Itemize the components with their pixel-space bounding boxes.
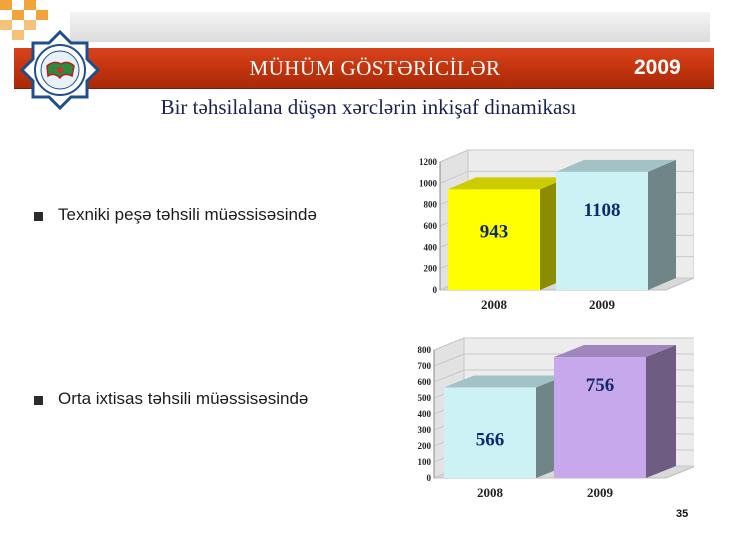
- data-label: 1108: [583, 199, 621, 221]
- data-label: 566: [475, 429, 505, 451]
- y-tick-label: 800: [417, 345, 431, 355]
- y-tick-label: 700: [417, 361, 431, 371]
- bar-side: [648, 160, 676, 290]
- chart-orta-ixtisas: [404, 328, 694, 508]
- y-tick-label: 400: [417, 409, 431, 419]
- y-tick-label: 1000: [419, 178, 437, 189]
- bullet-label-2: Orta ixtisas təhsili müəssisəsində: [58, 389, 309, 408]
- slide-subtitle: Bir təhsilalana düşən xərclərin inkişaf dinamikası: [160, 95, 577, 119]
- bar-side: [646, 345, 676, 478]
- bullet-label-1: Texniki peşə təhsili müəssisəsində: [58, 205, 317, 224]
- y-tick-label: 200: [417, 441, 431, 451]
- bar: [556, 172, 648, 290]
- bullet-marker: [34, 212, 43, 221]
- y-tick-label: 300: [417, 425, 431, 435]
- y-tick-label: 100: [417, 457, 431, 467]
- page-number: 35: [676, 508, 689, 520]
- y-tick-label: 400: [423, 242, 437, 253]
- x-tick-label: 2008: [477, 485, 503, 500]
- x-tick-label: 2009: [589, 297, 615, 312]
- y-tick-label: 0: [432, 285, 437, 295]
- data-label: 756: [585, 375, 615, 397]
- y-tick-label: 600: [417, 377, 431, 387]
- y-tick-label: 600: [423, 221, 437, 231]
- data-label: 943: [479, 221, 509, 243]
- y-tick-label: 200: [423, 263, 437, 274]
- y-tick-label: 0: [426, 473, 431, 483]
- y-tick-label: 1200: [419, 157, 437, 167]
- header-year: 2009: [634, 56, 681, 79]
- header-title: MÜHÜM GÖSTƏRİCİLƏR: [249, 56, 501, 80]
- x-tick-label: 2008: [481, 297, 507, 312]
- header-top-strip: [70, 12, 710, 42]
- chart-texniki-pese: [404, 140, 694, 320]
- y-tick-label: 500: [417, 393, 431, 403]
- x-tick-label: 2009: [587, 485, 613, 500]
- y-tick-label: 800: [423, 199, 437, 210]
- bullet-marker: [34, 396, 43, 405]
